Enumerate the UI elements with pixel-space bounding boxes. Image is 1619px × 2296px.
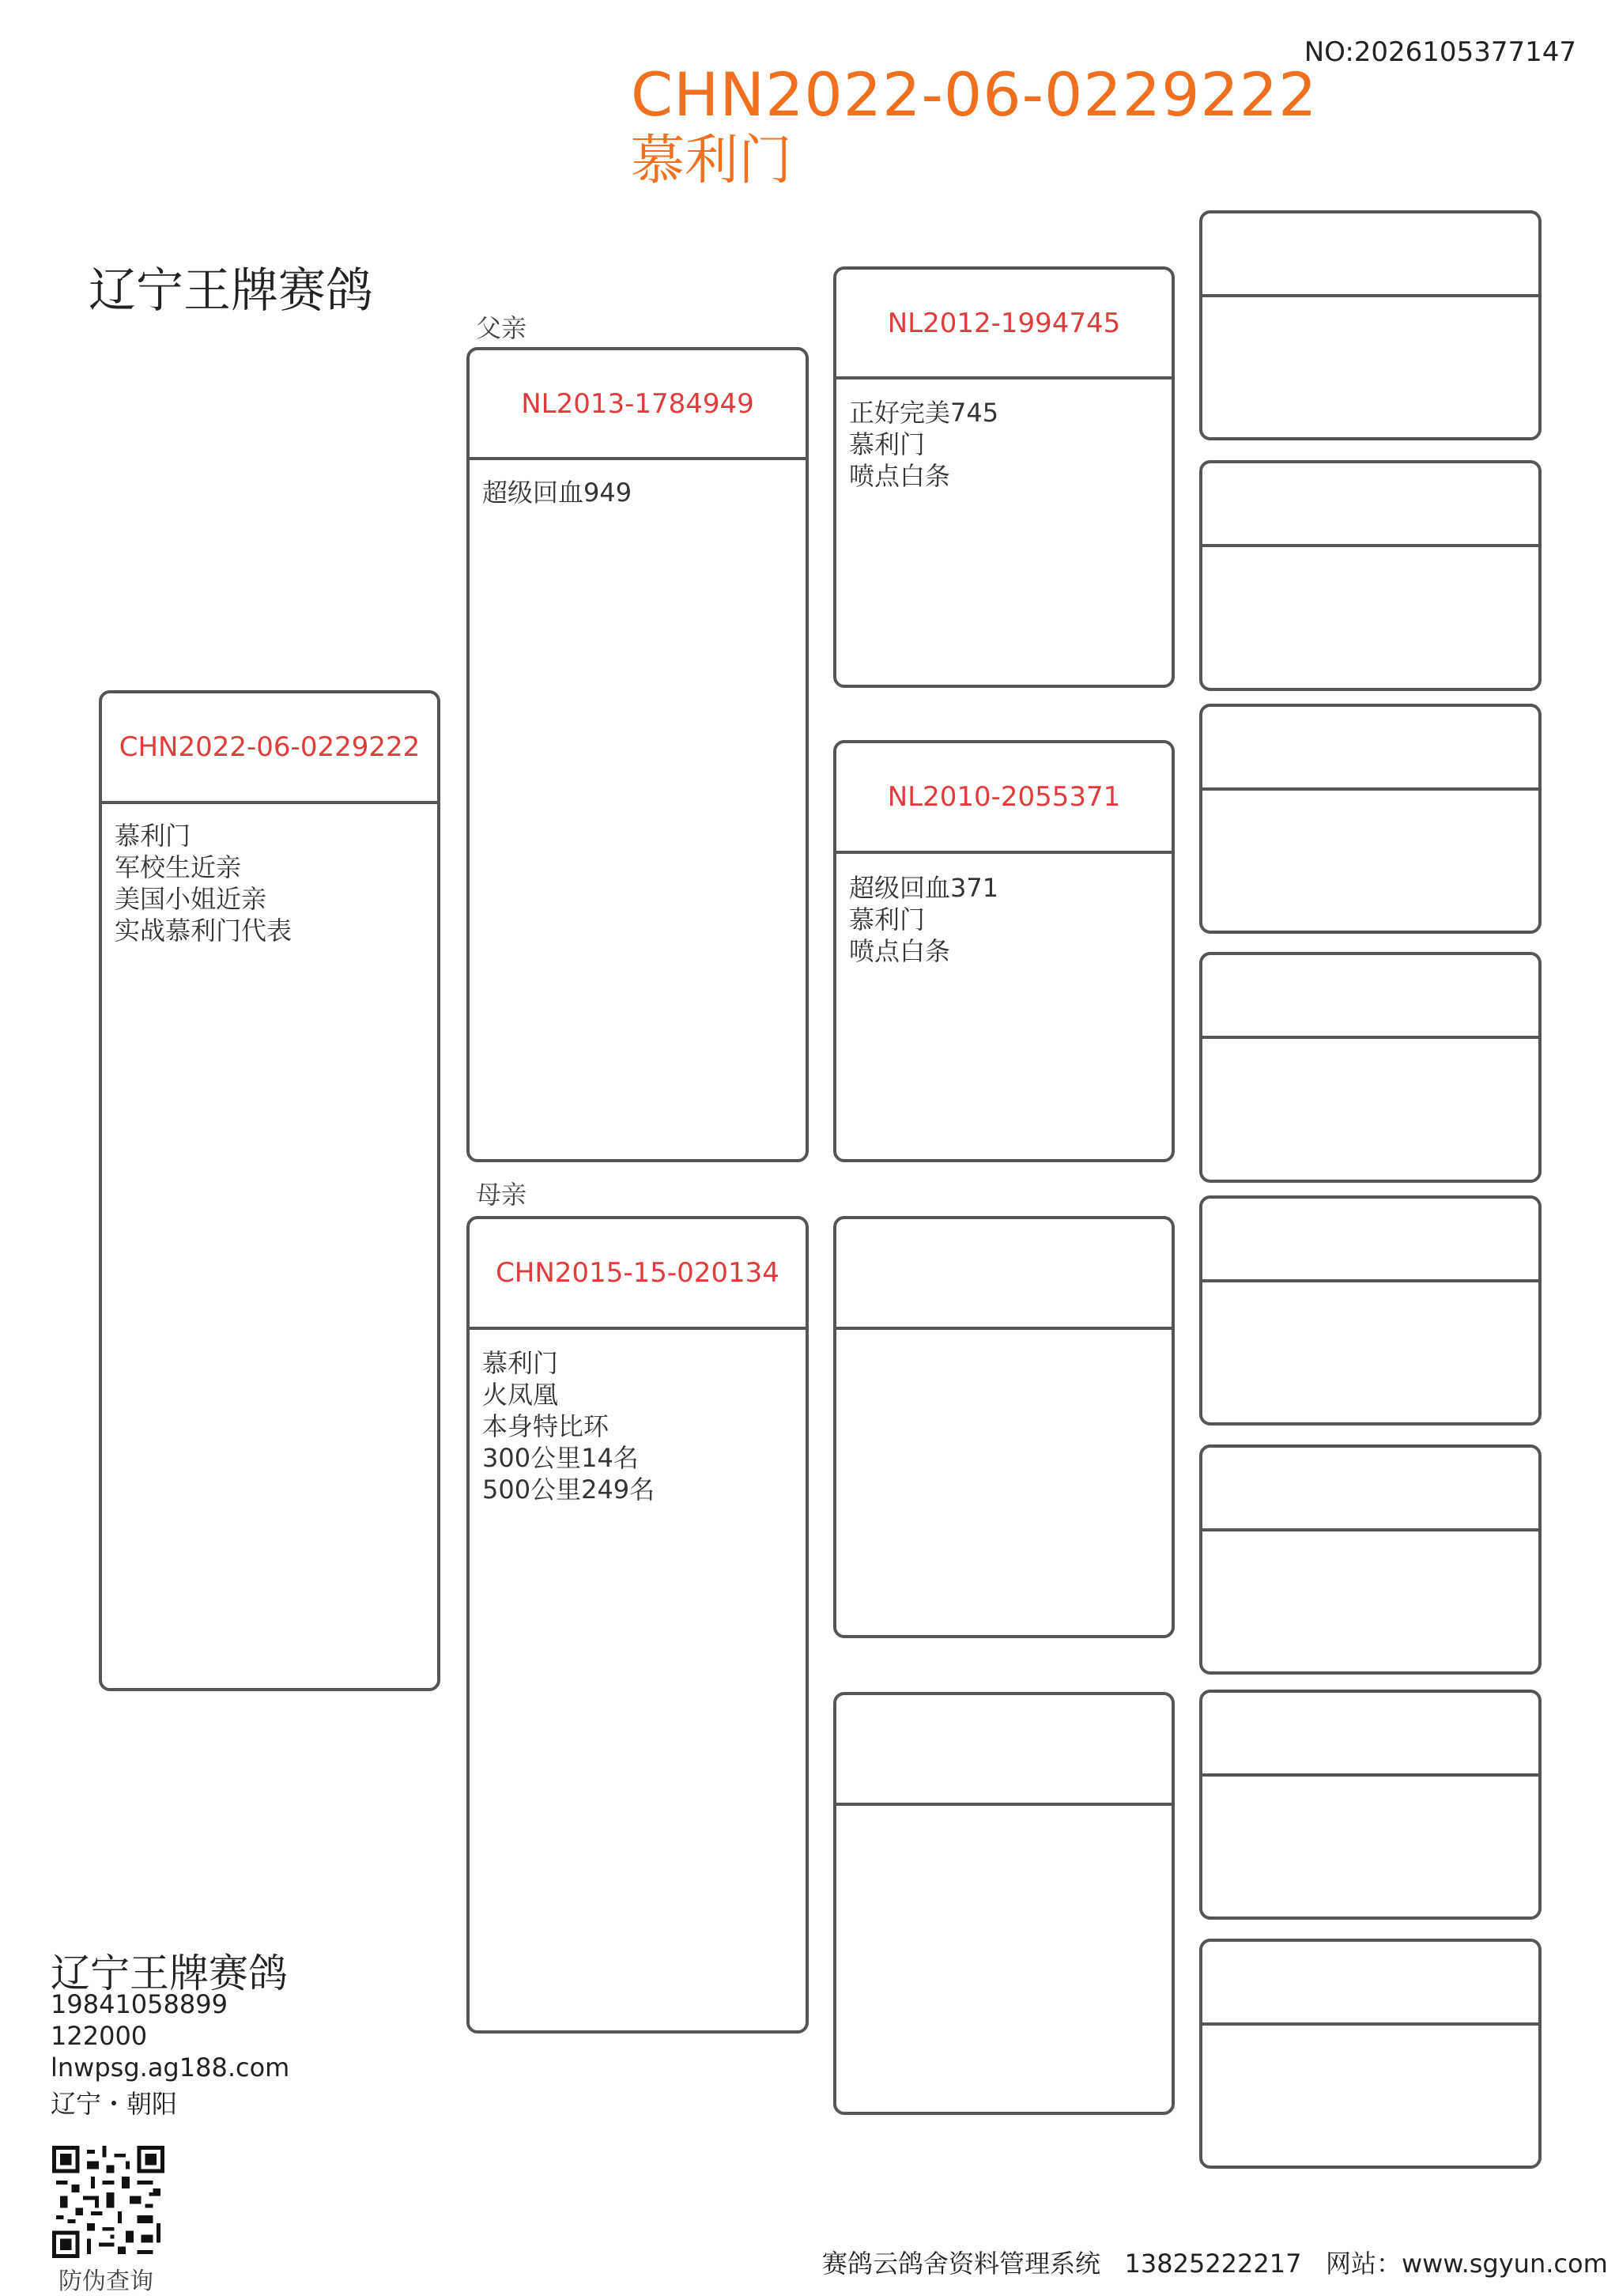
sire-dam-ring: NL2010-2055371 xyxy=(836,743,1172,854)
dam-ring: CHN2015-15-020134 xyxy=(470,1219,806,1330)
subject-note: 实战慕利门代表 xyxy=(115,916,292,946)
father-label: 父亲 xyxy=(476,313,527,343)
dam-sire-ring xyxy=(836,1219,1172,1330)
sire-sire-ring: NL2012-1994745 xyxy=(836,270,1172,380)
g4-card-6 xyxy=(1199,1444,1542,1675)
loft-name-header: 辽宁王牌赛鸽 xyxy=(89,263,373,319)
g4-card-5-head xyxy=(1202,1199,1538,1282)
footer-location: 辽宁・朝阳 xyxy=(51,2089,178,2119)
subject-note: 美国小姐近亲 xyxy=(115,884,267,914)
g4-card-8-head xyxy=(1202,1942,1538,2026)
footer-phone: 19841058899 xyxy=(51,1989,228,2019)
qr-code[interactable] xyxy=(52,2146,164,2258)
dam-dam-card xyxy=(833,1692,1175,2115)
sire-sire-card xyxy=(833,266,1175,688)
sire-dam-note: 喷点白条 xyxy=(849,936,951,966)
footer-website: lnwpsg.ag188.com xyxy=(51,2052,290,2083)
subject-note: 军校生近亲 xyxy=(115,852,242,882)
dam-sire-card xyxy=(833,1216,1175,1638)
subject-notes xyxy=(115,820,425,946)
sire-ring: NL2013-1784949 xyxy=(470,350,806,460)
g4-card-7-head xyxy=(1202,1693,1538,1777)
qr-caption: 防伪查询 xyxy=(58,2268,153,2295)
sire-card xyxy=(466,347,809,1162)
subject-card xyxy=(99,690,440,1691)
sire-dam-note: 超级回血371 xyxy=(849,873,999,903)
g4-card-2-head xyxy=(1202,463,1538,547)
document-number: NO:2026105377147 xyxy=(1304,36,1576,68)
sire-sire-note: 慕利门 xyxy=(849,429,926,459)
dam-note: 火凤凰 xyxy=(482,1380,559,1410)
g4-card-1 xyxy=(1199,210,1542,440)
g4-card-6-head xyxy=(1202,1448,1538,1531)
g4-card-8 xyxy=(1199,1939,1542,2169)
dam-note: 300公里14名 xyxy=(482,1443,639,1473)
g4-card-7 xyxy=(1199,1690,1542,1920)
g4-card-4-head xyxy=(1202,955,1538,1039)
dam-notes xyxy=(482,1347,793,1505)
dam-note: 500公里249名 xyxy=(482,1475,655,1505)
sire-sire-note: 喷点白条 xyxy=(849,461,951,491)
dam-note: 本身特比环 xyxy=(482,1411,609,1441)
subject-ring: CHN2022-06-0229222 xyxy=(102,693,437,804)
system-info-line: 赛鸽云鸽舍资料管理系统 13825222217 网站：www.sgyun.com xyxy=(822,2249,1608,2279)
dam-dam-ring xyxy=(836,1695,1172,1806)
subject-note: 慕利门 xyxy=(115,821,191,851)
mother-label: 母亲 xyxy=(476,1180,527,1210)
sire-dam-card xyxy=(833,740,1175,1162)
sire-notes xyxy=(482,477,793,508)
sire-sire-notes xyxy=(849,397,1159,492)
footer-postcode: 122000 xyxy=(51,2021,148,2051)
footer-loft-name: 辽宁王牌赛鸽 xyxy=(51,1950,288,1996)
g4-card-1-head xyxy=(1202,213,1538,297)
g4-card-2 xyxy=(1199,460,1542,691)
dam-card xyxy=(466,1216,809,2034)
g4-card-3-head xyxy=(1202,707,1538,791)
sire-dam-notes xyxy=(849,872,1159,967)
sire-sire-note: 正好完美745 xyxy=(849,398,999,428)
g4-card-3 xyxy=(1199,704,1542,934)
page-title-name: 慕利门 xyxy=(631,130,793,192)
sire-dam-note: 慕利门 xyxy=(849,904,926,935)
dam-note: 慕利门 xyxy=(482,1348,559,1378)
page-title-ring: CHN2022-06-0229222 xyxy=(631,59,1318,130)
g4-card-5 xyxy=(1199,1195,1542,1426)
g4-card-4 xyxy=(1199,952,1542,1183)
sire-note: 超级回血949 xyxy=(482,478,632,508)
